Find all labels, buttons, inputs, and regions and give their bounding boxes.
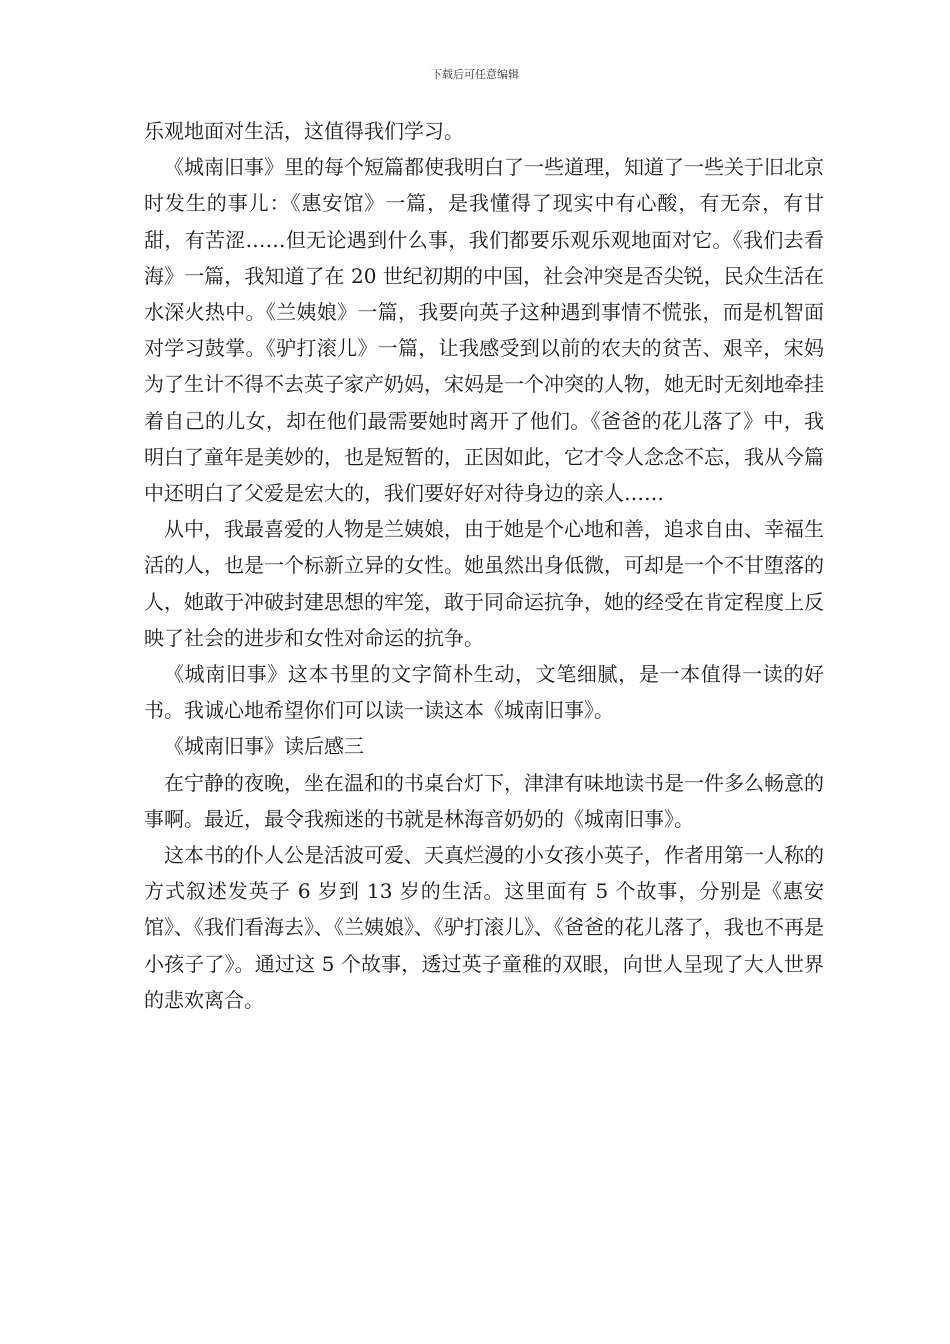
paragraph-3: 从中，我最喜爱的人物是兰姨娘，由于她是个心地和善，追求自由、幸福生活的人，也是一个标新立异的女性。她虽然出身低微，可却是一个不甘堕落的人，她敢于冲破封建思想的牢笼，敢于同命运抗争，她的经受在肯定程度上反映了社会的进步和女性对命运的抗争。	[144, 517, 824, 650]
page-header: 下载后可任意编辑	[431, 68, 519, 81]
document-body	[144, 113, 824, 1018]
paragraph-1: 乐观地面对生活，这值得我们学习。	[144, 119, 464, 143]
paragraph-5: 在宁静的夜晚，坐在温和的书桌台灯下，津津有味地读书是一件多么畅意的事啊。最近，最令我痴迷的书就是林海音奶奶的《城南旧事》。	[144, 770, 824, 831]
section-heading: 《城南旧事》读后感三	[164, 734, 364, 759]
paragraph-6: 这本书的仆人公是活波可爱、天真烂漫的小女孩小英子，作者用第一人称的方式叙述发英子 6 岁到 13 岁的生活。这里面有 5 个故事，分别是《惠安馆》、《我们看海去》、《兰姨娘》、《驴打滚儿》、《爸爸的花儿落了，我也不再是小孩子了》。通过这 5 个故事，透过英子童稚的双眼，向世人呈现了大人世界的悲欢离合。	[144, 843, 824, 1012]
paragraph-4: 《城南旧事》这本书里的文字简朴生动，文笔细腻，是一本值得一读的好书。我诚心地希望你们可以读一读这本《城南旧事》。	[144, 662, 824, 723]
paragraph-2: 《城南旧事》里的每个短篇都使我明白了一些道理，知道了一些关于旧北京时发生的事儿：《惠安馆》一篇，是我懂得了现实中有心酸，有无奈，有甘甜，有苦涩……但无论遇到什么事，我们都要乐观乐观地面对它。《我们去看海》一篇，我知道了在 20 世纪初期的中国，社会冲突是否尖锐，民众生活在水深火热中。《兰姨娘》一篇，我要向英子这种遇到事情不慌张，而是机智面对学习鼓掌。《驴打滚儿》一篇，让我感受到以前的农夫的贫苦、艰辛，宋妈为了生计不得不去英子家产奶妈，宋妈是一个冲突的人物，她无时无刻地牵挂着自己的儿女，却在他们最需要她时离开了他们。《爸爸的花儿落了》中，我明白了童年是美妙的，也是短暂的，正因如此，它才令人念念不忘，我从今篇中还明白了父爱是宏大的，我们要好好对待身边的亲人……	[144, 155, 824, 506]
